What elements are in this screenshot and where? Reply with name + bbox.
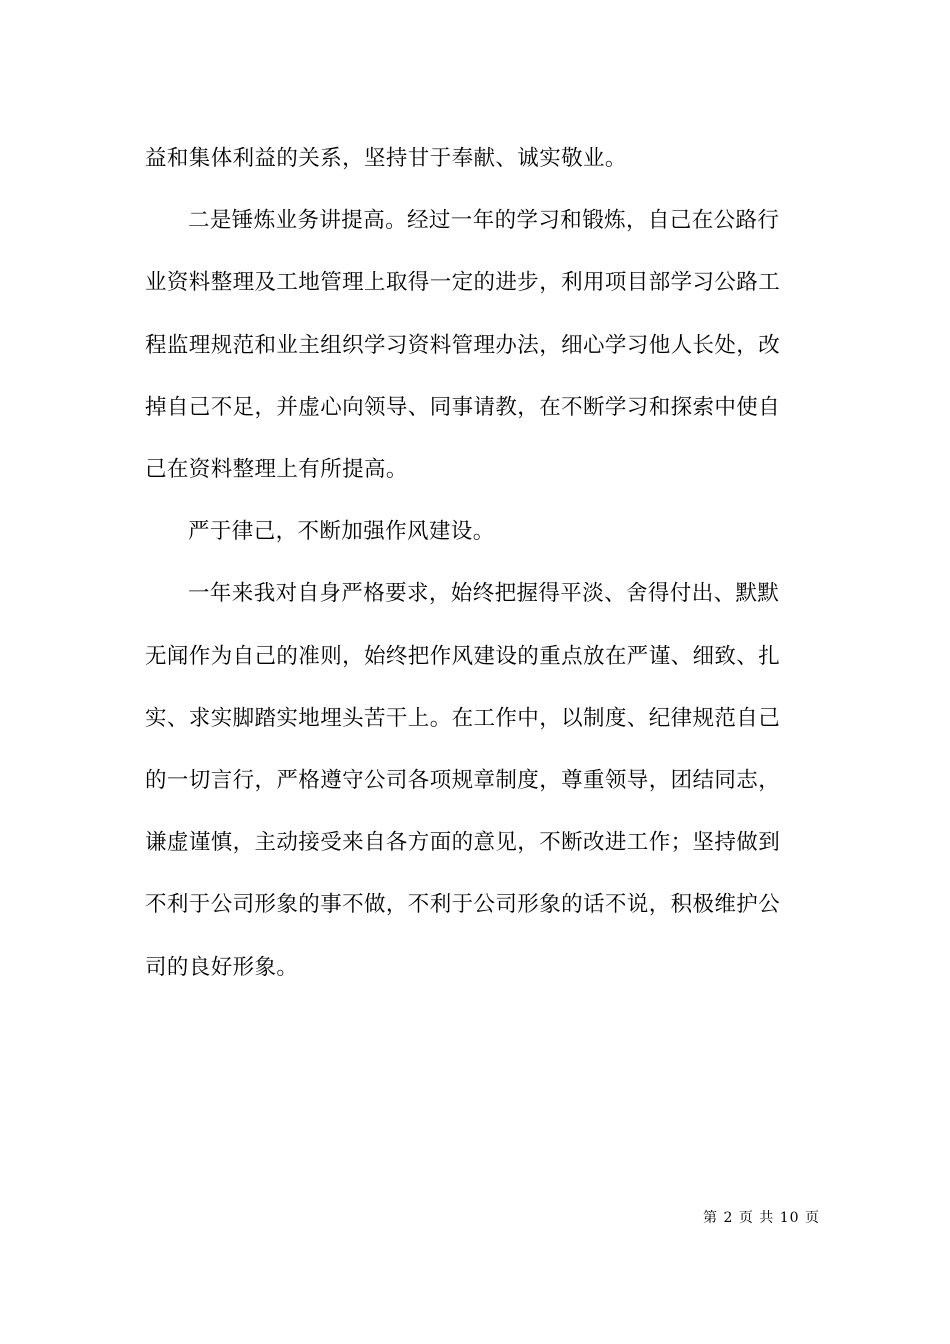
- footer-middle: 页 共: [738, 1210, 775, 1226]
- text-line: 不利于公司形象的事不做，不利于公司形象的话不说，积极维护公: [145, 892, 781, 918]
- section-heading: 严于律己，不断加强作风建设。: [188, 519, 495, 545]
- text-line: 无闻作为自己的准则，始终把作风建设的重点放在严谨、细致、扎: [145, 643, 781, 669]
- footer-prefix: 第: [702, 1210, 718, 1226]
- text-line: 己在资料整理上有所提高。: [145, 457, 408, 483]
- text-line: 业资料整理及工地管理上取得一定的进步，利用项目部学习公路工: [145, 270, 781, 296]
- text-line: 益和集体利益的关系，坚持甘于奉献、诚实敬业。: [145, 146, 627, 171]
- footer-current-page: 2: [723, 1210, 734, 1226]
- text-line: 掉自己不足，并虚心向领导、同事请教，在不断学习和探索中使自: [145, 394, 781, 420]
- document-body: [145, 128, 807, 999]
- page-footer: [0, 1207, 820, 1227]
- text-line: 程监理规范和业主组织学习资料管理办法，细心学习他人长处，改: [145, 332, 781, 358]
- footer-suffix: 页: [805, 1210, 820, 1226]
- text-line: 实、求实脚踏实地埋头苦干上。在工作中，以制度、纪律规范自己: [145, 705, 781, 731]
- text-line: 谦虚谨慎，主动接受来自各方面的意见，不断改进工作；坚持做到: [145, 830, 781, 856]
- paragraph-start-line: 一年来我对自身严格要求，始终把握得平淡、舍得付出、默默: [188, 581, 780, 607]
- text-line: 的一切言行，严格遵守公司各项规章制度，尊重领导，团结同志，: [145, 768, 781, 794]
- text-line: 司的良好形象。: [145, 954, 299, 980]
- footer-total-pages: 10: [779, 1210, 800, 1226]
- paragraph-heading-line: 二是锤炼业务讲提高。经过一年的学习和锻炼，自己在公路行: [188, 208, 780, 234]
